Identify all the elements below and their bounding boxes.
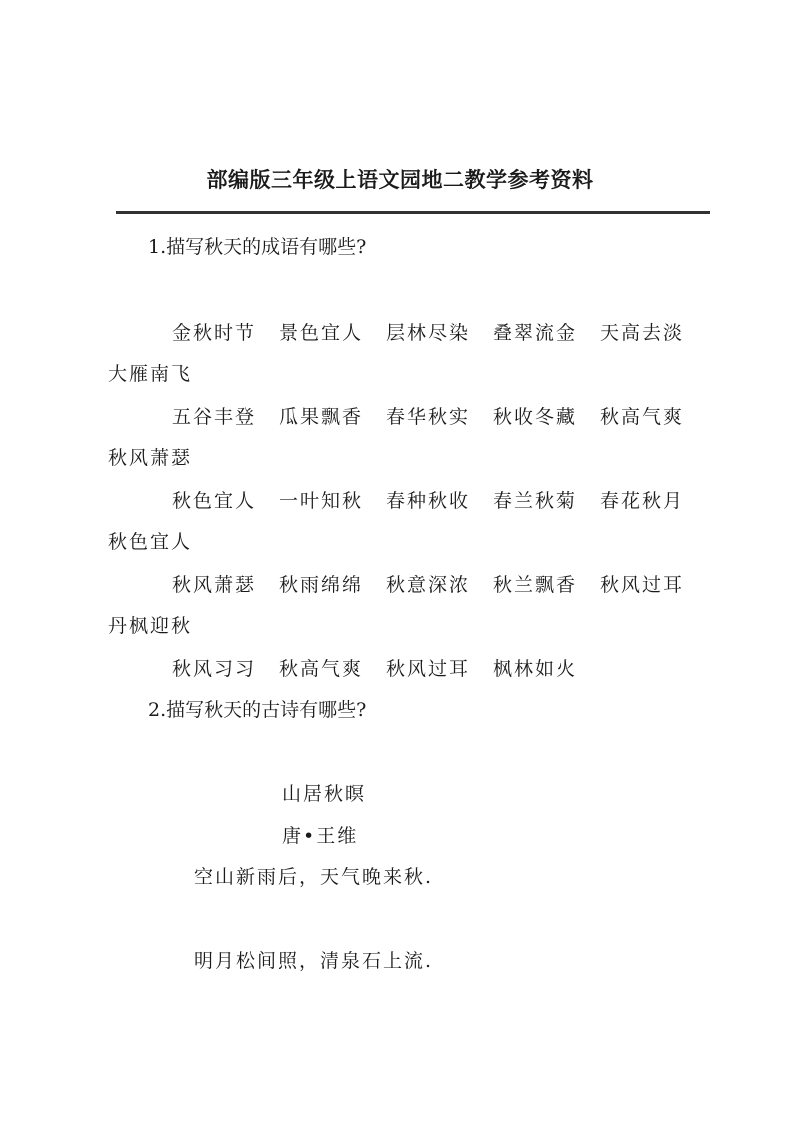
idiom-row-1	[172, 318, 707, 345]
title-divider	[116, 211, 710, 214]
document-title: 部编版三年级上语文园地二教学参考资料	[206, 167, 594, 192]
idiom-wrap-4: 丹枫迎秋	[108, 615, 193, 637]
idiom: 秋高气爽	[279, 658, 364, 680]
poem-title: 山居秋暝	[282, 783, 367, 805]
idiom: 秋风过耳	[600, 574, 685, 596]
idiom: 景色宜人	[279, 322, 364, 344]
idiom: 叠翠流金	[493, 322, 578, 344]
idiom: 金秋时节	[172, 322, 257, 344]
idiom: 春花秋月	[600, 490, 685, 512]
idiom: 一叶知秋	[279, 490, 364, 512]
idiom: 秋色宜人	[172, 490, 257, 512]
idiom: 秋收冬藏	[493, 406, 578, 428]
question-1: 1.描写秋天的成语有哪些?	[148, 236, 367, 258]
idiom: 秋风过耳	[386, 658, 471, 680]
idiom: 瓜果飘香	[279, 406, 364, 428]
idiom: 秋意深浓	[386, 574, 471, 596]
question-2: 2.描写秋天的古诗有哪些?	[148, 699, 367, 721]
idiom-wrap-2: 秋风萧瑟	[108, 447, 193, 469]
idiom: 秋风萧瑟	[172, 574, 257, 596]
idiom: 层林尽染	[386, 322, 471, 344]
idiom-row-2	[172, 402, 707, 429]
idiom-row-5	[172, 654, 600, 681]
poem-line-1: 空山新雨后，天气晚来秋.	[194, 866, 434, 888]
idiom: 秋高气爽	[600, 406, 685, 428]
idiom: 秋兰飘香	[493, 574, 578, 596]
idiom-wrap-3: 秋色宜人	[108, 531, 193, 553]
idiom: 春兰秋菊	[493, 490, 578, 512]
idiom: 枫林如火	[493, 658, 578, 680]
idiom-row-3	[172, 486, 707, 513]
idiom: 春华秋实	[386, 406, 471, 428]
idiom: 天高去淡	[600, 322, 685, 344]
idiom-wrap-1: 大雁南飞	[108, 363, 193, 385]
idiom: 秋雨绵绵	[279, 574, 364, 596]
idiom: 秋风习习	[172, 658, 257, 680]
poem-author: 唐•王维	[282, 825, 359, 847]
idiom-row-4	[172, 570, 707, 597]
idiom: 五谷丰登	[172, 406, 257, 428]
poem-line-2: 明月松间照，清泉石上流.	[194, 950, 434, 972]
idiom: 春种秋收	[386, 490, 471, 512]
